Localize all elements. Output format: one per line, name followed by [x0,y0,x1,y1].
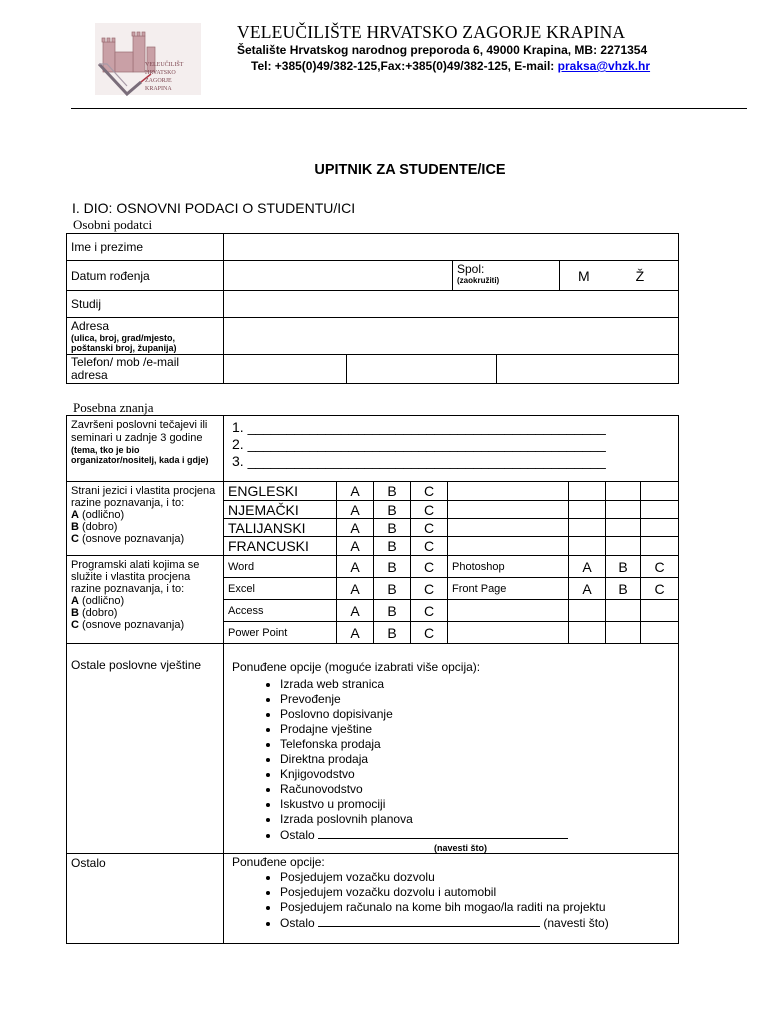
skill-option[interactable]: • Poslovno dopisivanje [280,707,674,722]
empty-cell [569,537,606,556]
institution-name: VELEUČILIŠTE HRVATSKO ZAGORJE KRAPINA [237,22,626,42]
tool-name: Excel [224,578,337,600]
course-line-2[interactable]: 2. ______________________________________________ [232,436,606,452]
special-skills-table [66,415,679,944]
level-c-legend [71,619,219,631]
other-list [232,870,674,931]
row-address [67,318,679,355]
language-name: FRANCUSKI [224,537,337,556]
special-skills-heading: Posebna znanja [73,400,154,415]
header-divider [71,108,747,109]
tool-name: Access [224,600,337,622]
other-option[interactable]: • Posjedujem vozačku dozvolu [280,870,674,885]
personal-data-heading: Osobni podatci [73,217,153,232]
empty-cell [606,537,641,556]
level-b: B [71,521,79,533]
level-c-text: (osnove poznavanja) [78,533,185,545]
grade-b[interactable]: B [606,556,641,578]
row-study [67,291,679,318]
row-phone [67,355,679,384]
institution-logo [93,22,203,97]
phone-field-1[interactable] [224,355,347,384]
languages-label: Strani jezici i vlastita procjena razine poznavanja, i to: [71,485,216,509]
grade-c[interactable]: C [411,622,448,644]
empty-cell [641,622,679,644]
institution-address: Šetalište Hrvatskog narodnog preporoda 6, 49000 Krapina, MB: 2271354 [237,43,648,57]
level-b-text: (dobro) [78,521,118,533]
personal-data-table [66,233,679,384]
dob-label: Datum rođenja [67,261,224,291]
empty-cell [448,600,569,622]
empty-cell [641,482,679,501]
skill-option[interactable]: • Računovodstvo [280,782,674,797]
phone-field-2[interactable] [347,355,497,384]
grade-a[interactable]: A [337,501,374,519]
gender-options[interactable] [560,261,679,291]
grade-b[interactable]: B [374,519,411,537]
grade-a[interactable]: A [337,519,374,537]
contact-phone-fax: Tel: +385(0)49/382-125,Fax:+385(0)49/382-125, E-mail: [251,59,558,73]
other-other-note: (navesti što) [543,916,609,930]
other-option[interactable]: • Posjedujem vozačku dozvolu i automobil [280,885,674,900]
language-name: TALIJANSKI [224,519,337,537]
tools-label: Programski alati kojima se služite i vlastita procjena razine poznavanja, i to: [71,559,200,595]
empty-cell [606,622,641,644]
gender-label: Spol: [457,262,485,276]
grade-a[interactable]: A [337,537,374,556]
other-skills-heading: Ponuđene opcije (moguće izabrati više opcija): [232,660,481,674]
other-other-input[interactable] [318,915,540,927]
row-courses [67,416,679,482]
empty-cell [569,501,606,519]
empty-cell [606,600,641,622]
phone-label: Telefon/ mob /e-mail adresa [67,355,224,384]
skill-option[interactable]: • Telefonska prodaja [280,737,674,752]
level-c-legend [71,533,219,545]
grade-b[interactable]: B [606,578,641,600]
phone-field-3[interactable] [497,355,679,384]
study-field[interactable] [224,291,679,318]
row-dob [67,261,679,291]
language-name: NJEMAČKI [224,501,337,519]
level-c: C [71,619,79,631]
grade-a[interactable]: A [337,482,374,501]
grade-c[interactable]: C [411,537,448,556]
grade-c[interactable]: C [411,578,448,600]
other-label: Ostalo [67,854,224,944]
document-title: UPITNIK ZA STUDENTE/ICE [314,162,506,178]
skill-other-label: Ostalo [280,828,315,842]
empty-cell [641,501,679,519]
level-a-text: (odlično) [78,595,125,607]
language-name: ENGLESKI [224,482,337,501]
empty-cell [448,482,569,501]
grade-a[interactable]: A [337,600,374,622]
other-other-label: Ostalo [280,916,315,930]
grade-b[interactable]: B [374,537,411,556]
course-line-1[interactable]: 1. ______________________________________________ [232,419,606,435]
empty-cell [448,622,569,644]
skill-option[interactable]: • Prevođenje [280,692,674,707]
grade-c[interactable]: C [641,578,679,600]
logo-text-4: KRAPINA [145,86,172,92]
level-b-legend [71,521,219,533]
empty-cell [569,519,606,537]
empty-cell [641,519,679,537]
gender-note: (zaokružiti) [457,276,500,285]
empty-cell [569,600,606,622]
course-line-3[interactable]: 3. ______________________________________________ [232,453,606,469]
grade-a[interactable]: A [337,578,374,600]
level-a: A [71,595,79,607]
grade-b[interactable]: B [374,600,411,622]
tool-name: Front Page [448,578,569,600]
empty-cell [448,501,569,519]
tool-row [67,556,679,578]
gender-f[interactable]: Ž [635,267,645,284]
empty-cell [569,482,606,501]
courses-note: (tema, tko je bio organizator/nositelj, kada i gdje) [71,445,209,465]
courses-label-cell [67,416,224,482]
row-other-skills [67,644,679,854]
gender-m[interactable]: M [578,267,590,284]
other-skills-list [232,677,674,843]
empty-cell [569,622,606,644]
skill-option[interactable]: • Prodajne vještine [280,722,674,737]
email-link[interactable]: praksa@vhzk.hr [557,59,651,73]
skill-option-other[interactable] [280,827,674,843]
study-label: Studij [67,291,224,318]
empty-cell [641,537,679,556]
empty-cell [448,519,569,537]
grade-c[interactable]: C [411,482,448,501]
empty-cell [448,537,569,556]
grade-a[interactable]: A [569,556,606,578]
skill-option[interactable]: • Knjigovodstvo [280,767,674,782]
level-c: C [71,533,79,545]
empty-cell [606,501,641,519]
grade-b[interactable]: B [374,501,411,519]
empty-cell [606,482,641,501]
tool-name: Word [224,556,337,578]
grade-c[interactable]: C [411,501,448,519]
grade-b[interactable]: B [374,622,411,644]
languages-label-cell [67,482,224,556]
logo-text-1: VELEUČILIŠT [145,62,184,68]
logo-castle-icon [93,22,203,97]
courses-label: Završeni poslovni tečajevi ili seminari u zadnje 3 godine [71,419,208,444]
address-note: (ulica, broj, grad/mjesto, poštanski broj, županija) [71,333,177,353]
level-a: A [71,509,79,521]
level-c-text: (osnove poznavanja) [78,619,185,631]
other-skills-cell [224,644,679,854]
level-a-legend [71,509,219,521]
grade-a[interactable]: A [337,556,374,578]
grade-c[interactable]: C [411,519,448,537]
other-option[interactable]: • Posjedujem računalo na kome bih mogao/la raditi na projektu [280,900,674,915]
skill-option[interactable]: • Iskustvo u promociji [280,797,674,812]
address-label: Adresa [71,319,110,333]
level-a-legend [71,595,219,607]
address-field[interactable] [224,318,679,355]
section-heading: I. DIO: OSNOVNI PODACI O STUDENTU/ICI [72,200,356,216]
grade-b[interactable]: B [374,482,411,501]
level-b: B [71,607,79,619]
other-skills-label: Ostale poslovne vještine [67,644,224,854]
address-label-cell [67,318,224,355]
tool-name: Power Point [224,622,337,644]
grade-b[interactable]: B [374,578,411,600]
tool-name: Photoshop [448,556,569,578]
grade-a[interactable]: A [569,578,606,600]
name-label: Ime i prezime [67,234,224,261]
other-option-other[interactable] [280,915,674,931]
dob-field[interactable] [224,261,453,291]
grade-b[interactable]: B [374,556,411,578]
skill-option[interactable]: • Direktna prodaja [280,752,674,767]
skill-other-input[interactable] [318,827,568,839]
logo-text-3: ZAGORJE [145,78,172,84]
grade-c[interactable]: C [411,600,448,622]
empty-cell [641,600,679,622]
grade-c[interactable]: C [411,556,448,578]
name-field[interactable] [224,234,679,261]
institution-contact [251,59,650,73]
courses-field[interactable] [224,416,679,482]
skill-other-note: (navesti što) [434,843,488,853]
row-other [67,854,679,944]
other-heading: Ponuđene opcije: [232,855,325,869]
language-row [67,482,679,501]
level-b-text: (dobro) [78,607,118,619]
other-cell [224,854,679,944]
row-name [67,234,679,261]
skill-option[interactable]: • Izrada poslovnih planova [280,812,674,827]
level-b-legend [71,607,219,619]
gender-label-cell [453,261,560,291]
tools-label-cell [67,556,224,644]
grade-a[interactable]: A [337,622,374,644]
empty-cell [606,519,641,537]
logo-text-2: HRVATSKO [145,70,176,76]
grade-c[interactable]: C [641,556,679,578]
skill-option[interactable]: • Izrada web stranica [280,677,674,692]
level-a-text: (odlično) [78,509,125,521]
